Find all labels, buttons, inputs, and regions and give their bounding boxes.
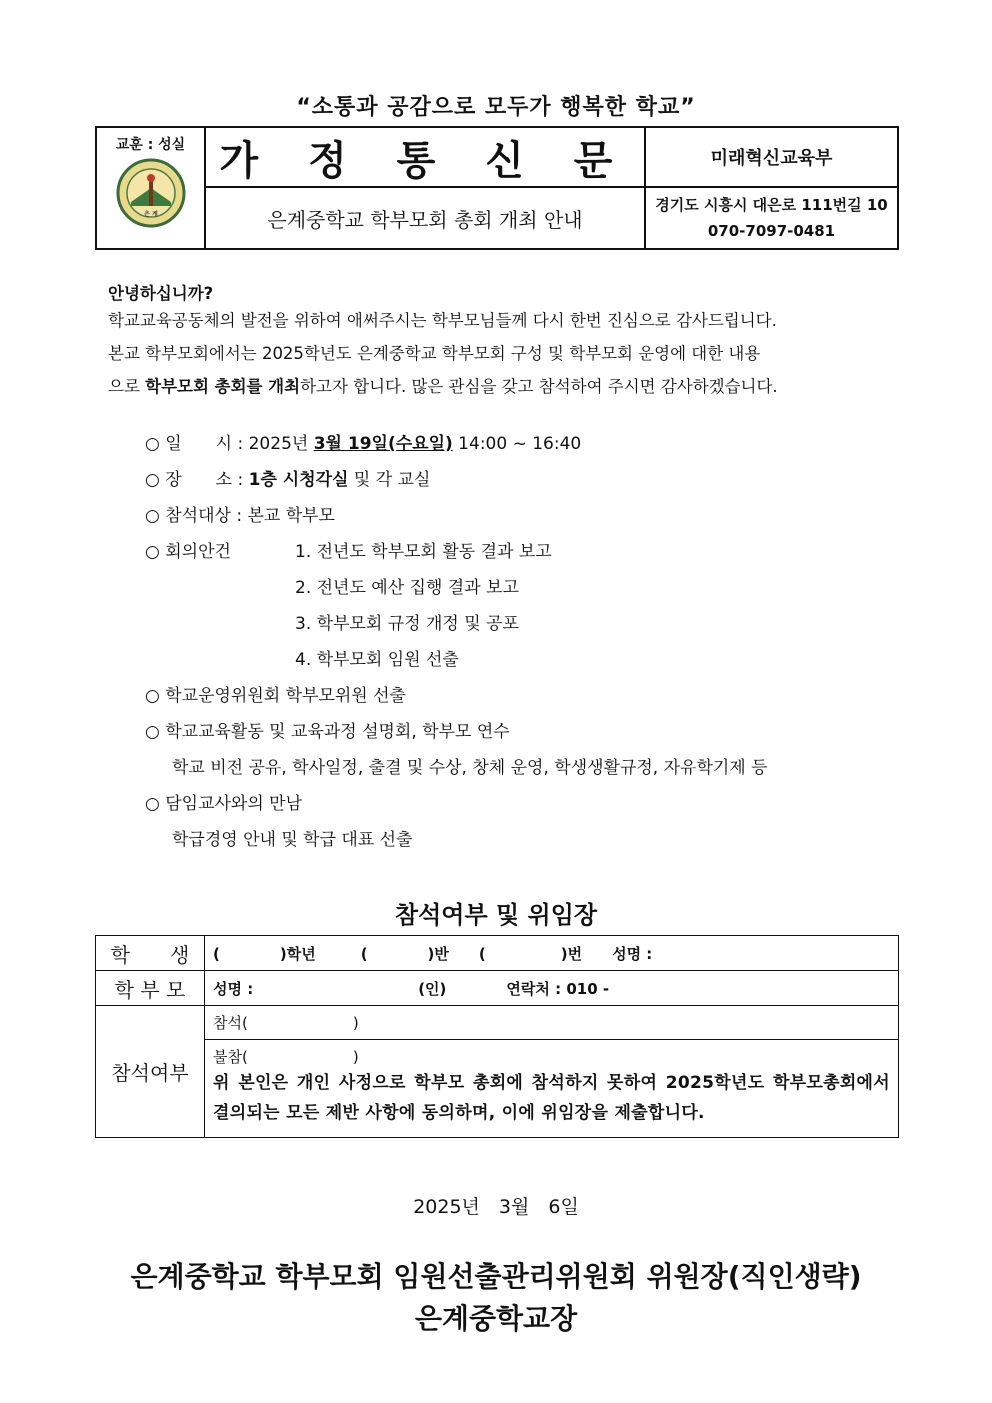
student-fields[interactable]: ( )학년 ( )반 ( )번 성명 : xyxy=(205,936,899,971)
detail-target: ○ 참석대상 : 본교 학부모 xyxy=(145,506,335,526)
attend-yes[interactable]: 참석( ) xyxy=(205,1006,899,1040)
contact-cell xyxy=(645,187,898,249)
detail-teacher-sub: 학급경영 안내 및 학급 대표 선출 xyxy=(172,830,413,850)
proxy-statement: 위 본인은 개인 사정으로 학부모 총회에 참석하지 못하여 2025학년도 학부모총회에서 결의되는 모든 제반 사항에 동의하며, 이에 위임장을 제출합니다. xyxy=(213,1073,890,1123)
parent-fields[interactable]: 성명 : (인) 연락처 : 010 - xyxy=(205,971,899,1006)
detail-place: ○ 장 소 : 1층 시청각실 및 각 교실 xyxy=(145,470,431,490)
attend-no-cell xyxy=(205,1040,899,1138)
issue-date: 2025년 3월 6일 xyxy=(413,1196,579,1218)
logo-text: 은 계 xyxy=(143,211,158,218)
attend-label: 참석여부 xyxy=(96,1006,205,1138)
detail-date: ○ 일 시 : 2025년 3월 19일(수요일) 14:00 ~ 16:40 xyxy=(145,434,582,454)
parent-label: 학 부 모 xyxy=(96,971,205,1006)
school-logo-icon xyxy=(109,158,193,228)
student-label: 학 생 xyxy=(96,936,205,971)
school-phone: 070-7097-0481 xyxy=(707,222,836,240)
detail-briefing-sub: 학교 비전 공유, 학사일정, 출결 및 수상, 창체 운영, 학생생활규정, 자유학기제 등 xyxy=(172,758,768,778)
agenda-item: 3. 학부모회 규정 개정 및 공포 xyxy=(295,614,519,634)
detail-teacher: ○ 담임교사와의 만남 xyxy=(145,794,303,814)
school-motto-cell xyxy=(96,127,205,249)
intro-line-3: 으로 학부모회 총회를 개최하고자 합니다. 많은 관심을 갖고 참석하여 주시면 감사하겠습니다. xyxy=(108,377,778,396)
signature-principal: 은계중학교장 xyxy=(414,1302,578,1335)
signature-committee: 은계중학교 학부모회 임원선출관리위원회 위원장(직인생략) xyxy=(130,1260,862,1293)
school-slogan: “소통과 공감으로 모두가 행복한 학교” xyxy=(296,95,696,120)
intro-line-1: 학교교육공동체의 발전을 위하여 애써주시는 학부모님들께 다시 한번 진심으로 감사드립니다. xyxy=(108,311,777,330)
greeting: 안녕하십니까? xyxy=(108,284,214,303)
attend-no[interactable]: 불참( ) xyxy=(213,1048,359,1066)
agenda-item: 4. 학부모회 임원 선출 xyxy=(295,650,459,670)
school-address: 경기도 시흥시 대은로 111번길 10 xyxy=(655,196,888,214)
page-title: 가 정 통 신 문 xyxy=(205,127,645,187)
notice-subtitle: 은계중학교 학부모회 총회 개최 안내 xyxy=(205,187,645,249)
detail-agenda-label: ○ 회의안건 xyxy=(145,542,231,562)
detail-briefing: ○ 학교교육활동 및 교육과정 설명회, 학부모 연수 xyxy=(145,722,510,742)
intro-paragraph xyxy=(108,304,888,403)
detail-committee: ○ 학교운영위원회 학부모위원 선출 xyxy=(145,686,406,706)
attendance-form xyxy=(95,935,899,1138)
department: 미래혁신교육부 xyxy=(645,127,898,187)
school-motto: 교훈 : 성실 xyxy=(115,137,186,153)
intro-line-2: 본교 학부모회에서는 2025학년도 은계중학교 학부모회 구성 및 학부모회 운영에 대한 내용 xyxy=(108,344,761,363)
agenda-item: 2. 전년도 예산 집행 결과 보고 xyxy=(295,578,519,598)
form-title: 참석여부 및 위임장 xyxy=(394,901,598,929)
newsletter-header xyxy=(95,126,899,250)
agenda-item: 1. 전년도 학부모회 활동 결과 보고 xyxy=(295,542,552,562)
